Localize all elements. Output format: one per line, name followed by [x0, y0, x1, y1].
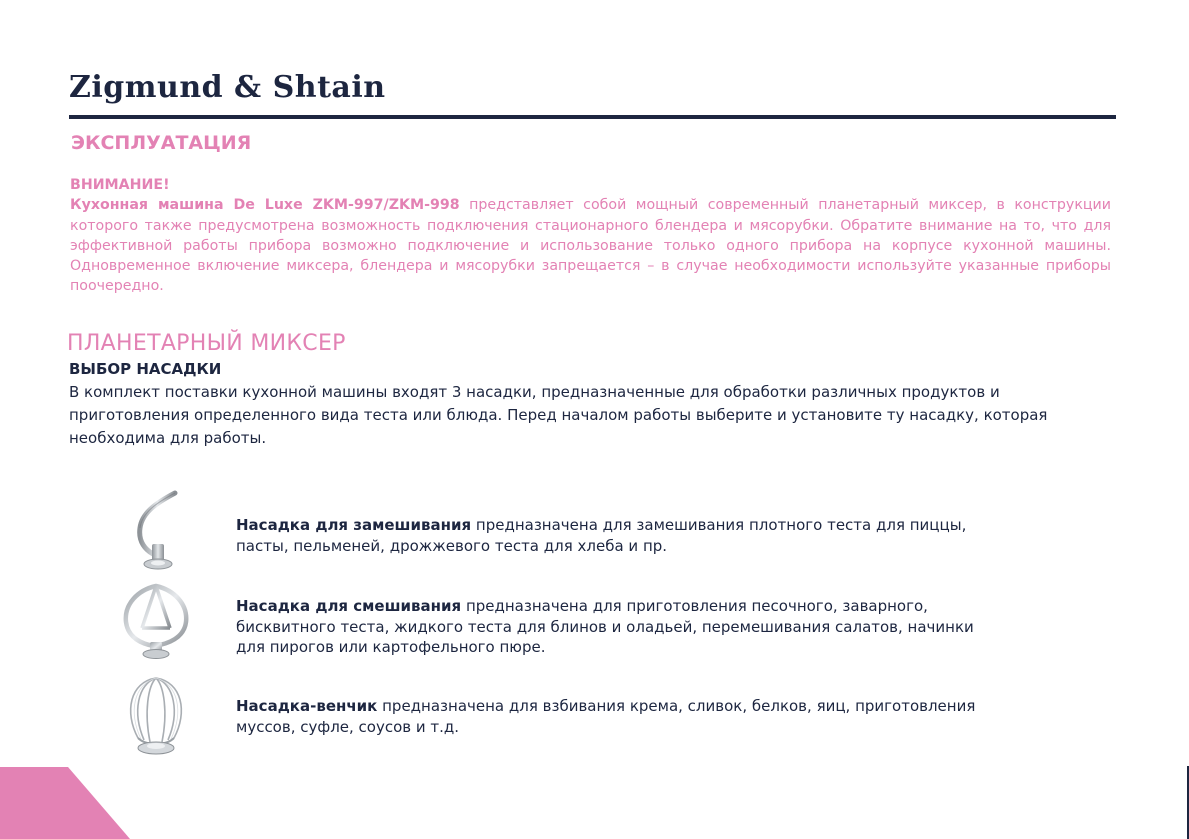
attachment-item-flat-beater: [236, 596, 1006, 658]
section-title-operation: ЭКСПЛУАТАЦИЯ: [71, 132, 252, 154]
section-title-mixer: ПЛАНЕТАРНЫЙ МИКСЕР: [67, 331, 346, 356]
attachment-item-whisk: [236, 696, 1006, 737]
warning-heading: ВНИМАНИЕ!: [70, 177, 170, 193]
attachment-description: предназначена для взбивания крема, сливок, белков, яиц, приготовления муссов, суфле, соусов и т.д.: [236, 697, 976, 736]
warning-model-name: Кухонная машина De Luxe ZKM-997/ZKM-998: [70, 197, 460, 214]
brand-logo: Zigmund & Shtain: [69, 70, 386, 105]
attachment-description: предназначена для замешивания плотного теста для пиццы, пасты, пельменей, дрожжевого теста для хлеба и пр.: [236, 516, 967, 555]
flat-beater-icon: [118, 582, 194, 662]
whisk-icon: [120, 672, 192, 760]
warning-text: представляет собой мощный современный планетарный миксер, в конструкции которого также предусмотрена возможность подключения стационарного блендера и мясорубки. Обратите внимание на то, что для эффективной работы прибора возможно подключение и использование только одного прибора на корпусе кухонной машины. Одновременное включение миксера, блендера и мясорубки запрещается – в случае необходимости используйте указанные приборы поочередно.: [70, 197, 1111, 295]
mixer-intro-text: В комплект поставки кухонной машины входят 3 насадки, предназначенные для обработки различных продуктов и приготовления определенного вида теста или блюда. Перед началом работы выберите и установите ту насадку, которая необходима для работы.: [69, 383, 1048, 447]
attachment-name: Насадка-венчик: [236, 697, 378, 715]
attachment-description: предназначена для приготовления песочного, заварного, бисквитного теста, жидкого теста для блинов и оладьей, перемешивания салатов, начинки для пирогов или картофельного пюре.: [236, 597, 974, 656]
attachment-name: Насадка для замешивания: [236, 516, 472, 534]
attachment-item-dough-hook: [236, 515, 1006, 556]
dough-hook-icon: [128, 490, 188, 572]
warning-block: [70, 175, 1111, 297]
attachment-name: Насадка для смешивания: [236, 597, 462, 615]
header-divider: [69, 115, 1116, 119]
corner-decoration: [0, 767, 130, 839]
subsection-title-attachment: ВЫБОР НАСАДКИ: [69, 360, 222, 378]
